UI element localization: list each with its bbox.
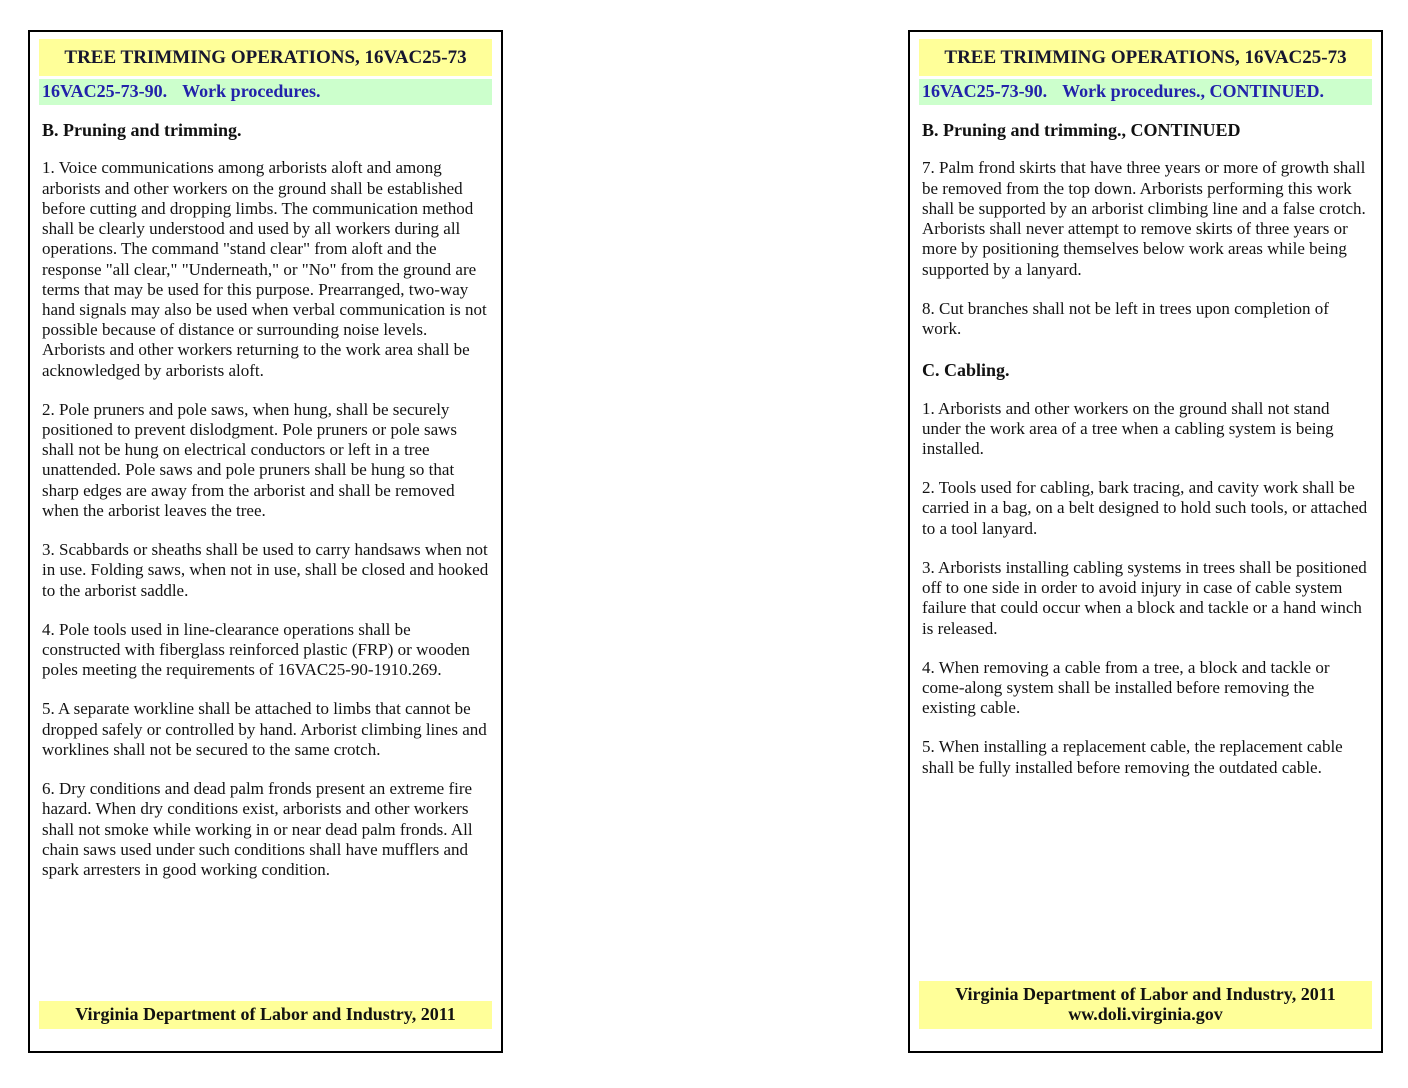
paragraph-6: 6. Dry conditions and dead palm fronds present an extreme fire hazard. When dry conditions exist, arborists and other workers shall not smoke while working in or near dead palm fronds. All chain saws used under such conditions shall have mufflers and spark arresters in good working condition. bbox=[42, 779, 473, 879]
section-code: 16VAC25-73-90. bbox=[922, 81, 1048, 101]
paragraph-7: 7. Palm frond skirts that have three years or more of growth shall be removed from the top down. Arborists performing this work shall be supported by an arborist climbing line and a false crotch. Arborists shall never attempt to remove skirts of three years or more by positioning themselves below work areas while being supported by a lanyard. bbox=[922, 158, 1366, 279]
footer-url: ww.doli.virginia.gov bbox=[1068, 1004, 1223, 1025]
section-header-bar bbox=[39, 79, 492, 105]
paragraph-5: 5. A separate workline shall be attached to limbs that cannot be dropped safely or controlled by hand. Arborist climbing lines and worklines shall not be secured to the same crotch. bbox=[42, 699, 487, 759]
footer-text: Virginia Department of Labor and Industry, 2011 bbox=[955, 983, 1336, 1004]
paragraph-1: 1. Voice communications among arborists aloft and among arborists and other workers on the ground shall be established before cutting and dropping limbs. The communication method shall be clearly understood and used by all workers during all operations. The command "stand clear" from aloft and the response "all clear," "Underneath," or "No" from the ground are terms that may be used for this purpose. Prearranged, two-way hand signals may also be used when verbal communication is not possible because of distance or surrounding noise levels. Arborists and other workers returning to the work area shall be acknowledged by arborists aloft. bbox=[42, 158, 487, 380]
subsection-heading-pruning-continued: B. Pruning and trimming., CONTINUED bbox=[922, 120, 1241, 140]
page-title: TREE TRIMMING OPERATIONS, 16VAC25-73 bbox=[64, 46, 467, 68]
subsection-heading-pruning: B. Pruning and trimming. bbox=[42, 120, 242, 140]
page-title-banner bbox=[919, 39, 1372, 76]
paragraph-3: 3. Scabbards or sheaths shall be used to carry handsaws when not in use. Folding saws, when not in use, shall be closed and hooked to the arborist saddle. bbox=[42, 540, 489, 600]
footer-banner bbox=[39, 1001, 492, 1029]
section-title: Work procedures. bbox=[182, 81, 321, 101]
page-title-banner bbox=[39, 39, 492, 76]
cabling-paragraph-2: 2. Tools used for cabling, bark tracing, and cavity work shall be carried in a bag, on a belt designed to hold such tools, or attached to a tool lanyard. bbox=[922, 478, 1368, 538]
cabling-paragraph-5: 5. When installing a replacement cable, the replacement cable shall be fully installed before removing the outdated cable. bbox=[922, 737, 1343, 777]
footer-text: Virginia Department of Labor and Industry, 2011 bbox=[75, 1004, 456, 1025]
subsection-heading-cabling: C. Cabling. bbox=[922, 360, 1010, 381]
section-header-bar bbox=[919, 79, 1372, 105]
page-body bbox=[30, 105, 501, 880]
cabling-paragraph-4: 4. When removing a cable from a tree, a block and tackle or come-along system shall be installed before removing the existing cable. bbox=[922, 657, 1330, 718]
page-left bbox=[28, 30, 503, 1053]
page-body bbox=[910, 105, 1381, 778]
section-title: Work procedures., CONTINUED. bbox=[1062, 81, 1325, 101]
page-title: TREE TRIMMING OPERATIONS, 16VAC25-73 bbox=[944, 46, 1347, 68]
paragraph-2: 2. Pole pruners and pole saws, when hung, shall be securely positioned to prevent dislodgment. Pole pruners or pole saws shall not be hung on electrical conductors or left in a tree unattended. Pole saws and pole pruners shall be hung so that sharp edges are away from the arborist and shall be removed when the arborist leaves the tree. bbox=[42, 399, 458, 520]
paragraph-4: 4. Pole tools used in line-clearance operations shall be constructed with fiberglass reinforced plastic (FRP) or wooden poles meeting the requirements of 16VAC25-90-1910.269. bbox=[42, 619, 470, 680]
page-right bbox=[908, 30, 1383, 1053]
cabling-paragraph-3: 3. Arborists installing cabling systems in trees shall be positioned off to one side in order to avoid injury in case of cable system failure that could occur when a block and tackle or a hand winch is released. bbox=[922, 557, 1367, 638]
footer-banner bbox=[919, 981, 1372, 1029]
cabling-paragraph-1: 1. Arborists and other workers on the ground shall not stand under the work area of a tree when a cabling system is being installed. bbox=[922, 398, 1334, 458]
paragraph-8: 8. Cut branches shall not be left in trees upon completion of work. bbox=[922, 298, 1329, 338]
section-code: 16VAC25-73-90. bbox=[42, 81, 168, 101]
